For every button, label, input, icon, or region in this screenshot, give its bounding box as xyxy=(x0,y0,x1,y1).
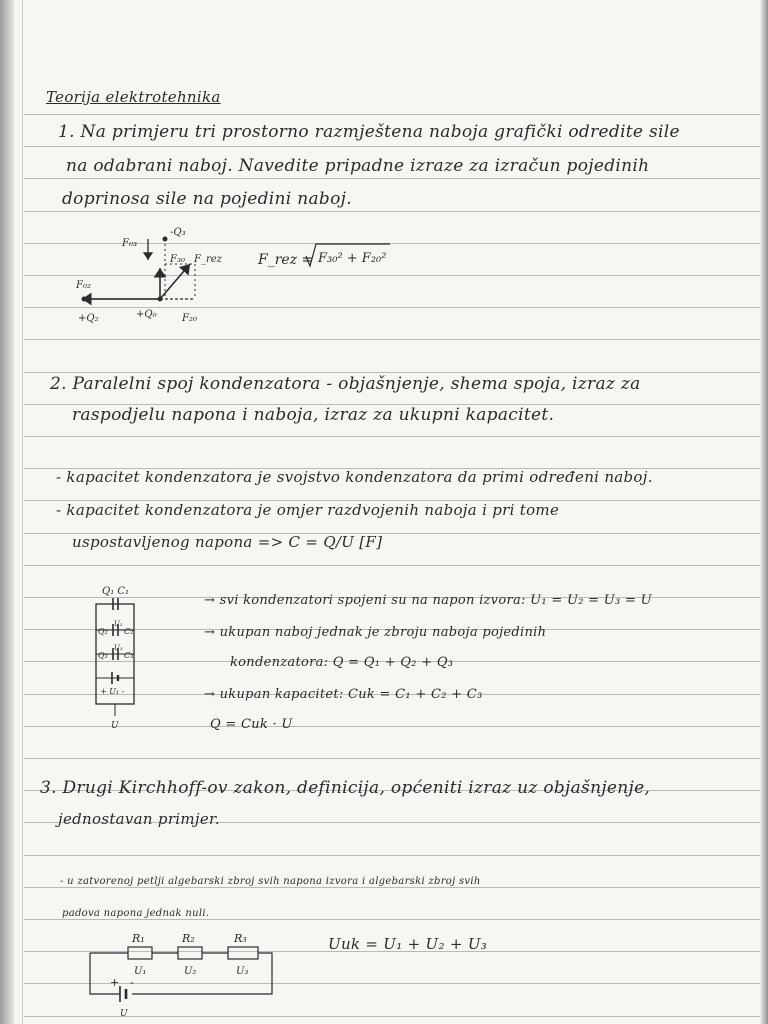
label-f03: F₀₃ xyxy=(122,238,137,249)
resistor-r1 xyxy=(128,947,152,959)
label-u1: + U₁ - xyxy=(100,687,125,696)
ruled-line xyxy=(24,436,760,437)
formula-frez-lhs: F_rez = xyxy=(258,252,314,268)
label-u2: U₂ xyxy=(184,966,197,977)
label-f02: F₀₂ xyxy=(76,280,91,291)
q3-line-1: 3. Drugi Kirchhoff-ov zakon, definicija, općeniti izraz uz objašnjenje, xyxy=(40,778,651,798)
label-u: U xyxy=(111,721,119,731)
section-title: Teorija elektrotehnika xyxy=(46,88,221,106)
label-q2: Q₂ xyxy=(98,627,108,636)
q1-line-1: 1. Na primjeru tri prostorno razmještena naboja grafički odredite sile xyxy=(58,122,680,142)
parallel-capacitor-circuit xyxy=(88,582,148,732)
label-q2: +Q₂ xyxy=(78,313,99,324)
ruled-line xyxy=(24,855,760,856)
formula-frez-rhs: F₃₀² + F₂₀² xyxy=(318,251,387,266)
label-c2: C₂ xyxy=(124,627,134,636)
ruled-line xyxy=(24,339,760,340)
label-r1: R₁ xyxy=(132,932,145,945)
ruled-line xyxy=(24,758,760,759)
page-left-edge xyxy=(0,0,14,1024)
q3-answer-2: padova napona jednak nuli. xyxy=(62,908,210,919)
charge-q2 xyxy=(82,297,87,302)
ruled-line xyxy=(24,211,760,212)
q3-line-2: jednostavan primjer. xyxy=(58,810,220,828)
q1-line-3: doprinosa sile na pojedini naboj. xyxy=(62,189,352,209)
force-diagram xyxy=(70,222,410,332)
resistor-r2 xyxy=(178,947,202,959)
q2-note-3: kondenzatora: Q = Q₁ + Q₂ + Q₃ xyxy=(230,655,454,670)
label-q3: -Q₃ xyxy=(170,227,186,238)
label-r2: R₂ xyxy=(182,932,195,945)
ruled-line xyxy=(24,565,760,566)
ruled-line xyxy=(24,919,760,920)
label-frez: F_rez xyxy=(194,254,222,265)
label-source-u: U xyxy=(120,1009,128,1019)
label-c3: C₃ xyxy=(124,651,134,660)
label-plus: + xyxy=(110,976,120,989)
ruled-line xyxy=(24,146,760,147)
label-u2: U₂ xyxy=(114,620,123,628)
q2-bullet-1: - kapacitet kondenzatora je svojstvo kondenzatora da primi određeni naboj. xyxy=(56,468,653,486)
label-q0: +Q₀ xyxy=(136,309,157,320)
margin-line xyxy=(22,0,23,1024)
q2-line-1: 2. Paralelni spoj kondenzatora - objašnjenje, shema spoja, izraz za xyxy=(50,374,641,394)
q2-note-2: → ukupan naboj jednak je zbroju naboja pojedinih xyxy=(204,625,547,640)
q2-line-2: raspodjelu napona i naboja, izraz za ukupni kapacitet. xyxy=(72,405,555,425)
resistor-r3 xyxy=(228,947,258,959)
charge-q0 xyxy=(158,297,163,302)
q2-bullet-2b: uspostavljenog napona => C = Q/U [F] xyxy=(72,533,383,551)
label-f20: F₂₀ xyxy=(182,313,197,324)
q1-line-2: na odabrani naboj. Navedite pripadne izraze za izračun pojedinih xyxy=(66,156,650,176)
ruled-line xyxy=(24,178,760,179)
ruled-line xyxy=(24,887,760,888)
label-r3: R₃ xyxy=(234,932,247,945)
q2-note-5: Q = Cuk · U xyxy=(210,717,293,732)
q2-bullet-2a: - kapacitet kondenzatora je omjer razdvojenih naboja i pri tome xyxy=(56,501,560,519)
label-minus: - xyxy=(130,976,134,989)
q2-note-1: → svi kondenzatori spojeni su na napon izvora: U₁ = U₂ = U₃ = U xyxy=(204,593,652,608)
q2-note-4: → ukupan kapacitet: Cuk = C₁ + C₂ + C₃ xyxy=(204,687,483,702)
label-f30: F₃₀ xyxy=(170,254,185,265)
kirchhoff-circuit xyxy=(80,928,290,1020)
ruled-line xyxy=(24,372,760,373)
q3-answer-1: - u zatvorenoj petlji algebarski zbroj svih napona izvora i algebarski zbroj svih xyxy=(60,876,481,887)
label-q3: Q₃ xyxy=(98,651,108,660)
label-u1: U₁ xyxy=(134,966,147,977)
label-u3: U₃ xyxy=(236,966,249,977)
ruled-line xyxy=(24,114,760,115)
label-q1c1: Q₁ C₁ xyxy=(102,586,130,597)
charge-q3 xyxy=(163,237,168,242)
label-u3: U₃ xyxy=(114,644,123,652)
q3-formula: Uuk = U₁ + U₂ + U₃ xyxy=(328,935,488,953)
page-right-edge xyxy=(760,0,768,1024)
